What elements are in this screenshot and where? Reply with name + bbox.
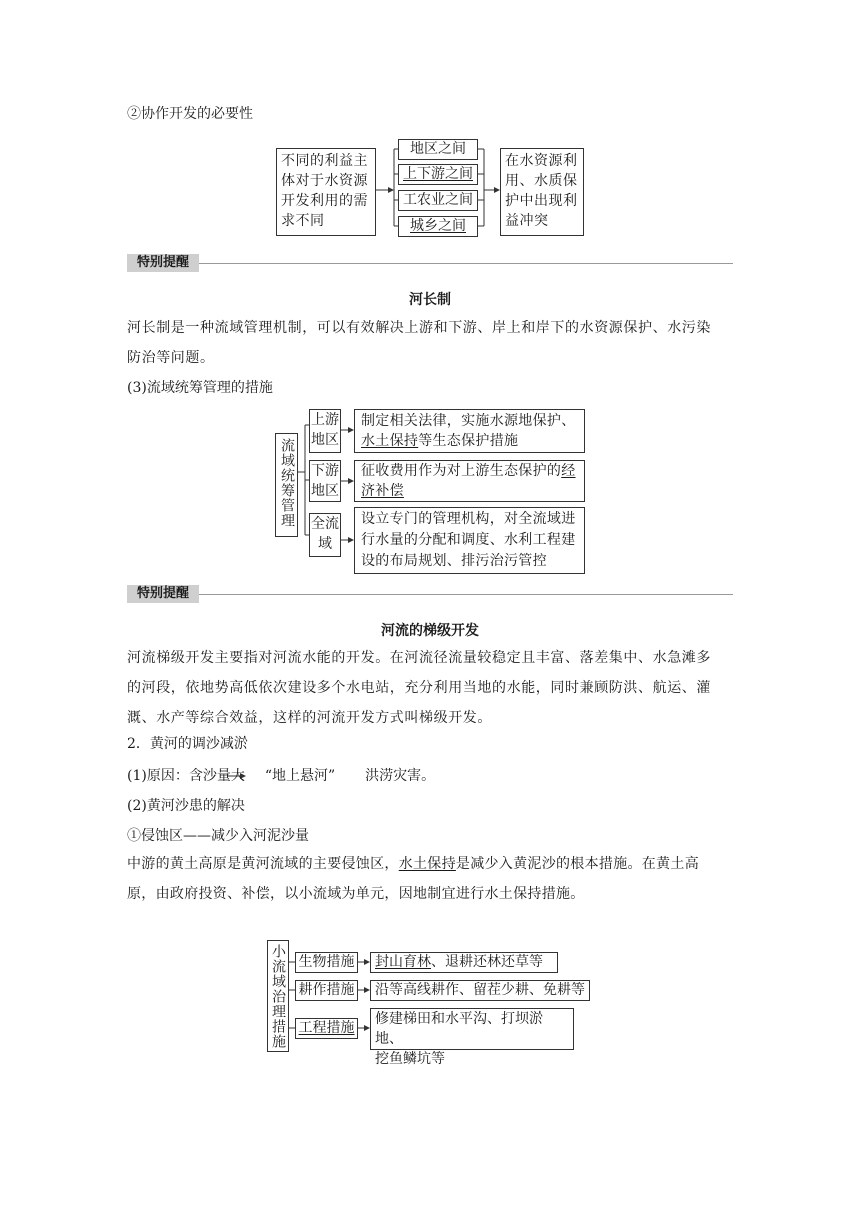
root-box: 小流域治理措施 xyxy=(267,940,289,1052)
row-detail-whole-basin: 设立专门的管理机构，对全流域进 行水量的分配和调度、水利工程建 设的布局规划、排污治污管控 xyxy=(354,507,585,574)
item-urban-rural: 城乡之间 xyxy=(398,216,478,237)
measure-detail-bio: 封山育林、退耕还林还草等 xyxy=(370,952,558,973)
conflict-box: 在水资源利 用、水质保 护中出现利 益冲突 xyxy=(500,148,584,236)
tip-title: 河长制 xyxy=(409,292,451,308)
section-heading: ②协作开发的必要性 xyxy=(127,106,253,122)
tip-bar xyxy=(127,585,733,603)
divider xyxy=(199,263,733,264)
cause-line: (1)原因：含沙量大 “地上悬河” 洪涝灾害。 xyxy=(127,768,436,784)
measure-detail-engineering: 修建梯田和水平沟、打坝淤地、 挖鱼鳞坑等 xyxy=(370,1008,574,1050)
row-label-downstream: 下游 地区 xyxy=(309,460,341,502)
tip-label: 特别提醒 xyxy=(127,254,199,272)
root-box: 流域统筹管理 xyxy=(275,433,298,537)
tip-bar xyxy=(127,254,733,272)
item-upstream-downstream: 上下游之间 xyxy=(398,164,478,185)
tip-body: 河长制是一种流域管理机制，可以有效解决上游和下游、岸上和岸下的水资源保护、水污染 防治等问题。 xyxy=(127,320,711,366)
row-detail-upstream: 制定相关法律，实施水源地保护、 水土保持等生态保护措施 xyxy=(354,409,585,453)
section-heading: (3)流域统筹管理的措施 xyxy=(127,380,273,396)
measure-label-tillage: 耕作措施 xyxy=(295,980,358,1001)
item-region: 地区之间 xyxy=(398,139,478,160)
item-industry-agriculture: 工农业之间 xyxy=(398,190,478,211)
cause-box: 不同的利益主 体对于水资源 开发利用的需 求不同 xyxy=(276,148,376,236)
tip-label: 特别提醒 xyxy=(127,585,199,603)
section-subheading: (2)黄河沙患的解决 xyxy=(127,798,245,814)
section-subheading: ①侵蚀区——减少入河泥沙量 xyxy=(127,828,309,844)
measure-label-bio: 生物措施 xyxy=(295,952,358,973)
tip-title: 河流的梯级开发 xyxy=(381,623,479,639)
section-heading: 2．黄河的调沙减淤 xyxy=(127,736,248,752)
row-label-whole-basin: 全流 域 xyxy=(309,513,341,557)
row-label-upstream: 上游 地区 xyxy=(309,409,341,453)
divider xyxy=(199,594,733,595)
measure-detail-tillage: 沿等高线耕作、留茬少耕、免耕等 xyxy=(370,980,590,1001)
row-detail-downstream: 征收费用作为对上游生态保护的经 济补偿 xyxy=(354,460,585,502)
tip-body: 河流梯级开发主要指对河流水能的开发。在河流径流量较稳定且丰富、落差集中、水急滩多 的河段，依地势高低依次建设多个水电站，充分利用当地的水能，同时兼顾防洪、航运、灌 溉、水产等综合效益，这样的河流开发方式叫梯级开发。 xyxy=(127,650,711,726)
measure-label-engineering: 工程措施 xyxy=(295,1018,358,1039)
erosion-paragraph: 中游的黄土高原是黄河流域的主要侵蚀区，水土保持是减少入黄泥沙的根本措施。在黄土高 原，由政府投资、补偿，以小流域为单元，因地制宜进行水土保持措施。 xyxy=(127,856,700,902)
